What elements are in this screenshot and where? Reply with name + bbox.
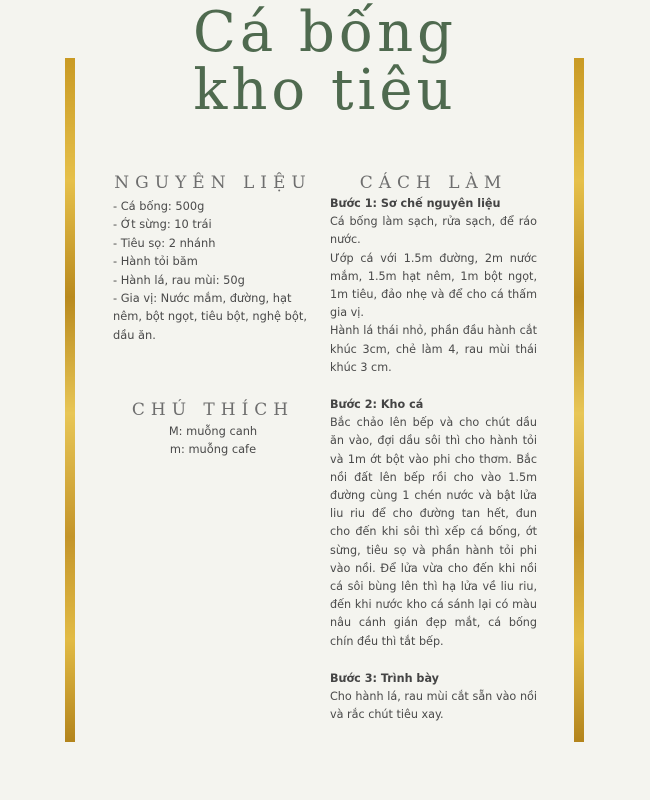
step-paragraph: Cá bống làm sạch, rửa sạch, để ráo nước.: [330, 215, 537, 247]
step-title: Bước 3: Trình bày: [330, 671, 439, 685]
notes-heading: CHÚ THÍCH: [131, 400, 295, 420]
note-line: M: muỗng canh: [168, 424, 258, 438]
ingredient-item: - Gia vị: Nước mắm, đường, hạt nêm, bột ngọt, tiêu bột, nghệ bột, dầu ăn.: [113, 291, 307, 342]
ingredient-item: - Cá bống: 500g: [113, 199, 205, 213]
gold-border-left: [65, 58, 75, 742]
ingredients-section: [113, 173, 313, 344]
method-step-3: [330, 670, 537, 725]
ingredient-item: - Hành lá, rau mùi: 50g: [113, 272, 245, 287]
recipe-title: [0, 0, 650, 123]
recipe-title-line-1: Cá bống: [192, 0, 458, 65]
step-paragraph: Ướp cá với 1.5m đường, 2m nước mắm, 1.5m hạt nêm, 1m bột ngọt, 1m tiêu, đảo nhẹ và để cho cá thấm gia vị.: [330, 251, 537, 320]
method-heading: CÁCH LÀM: [359, 173, 508, 193]
notes-section: [113, 400, 313, 458]
ingredient-item: - Hành tỏi băm: [113, 254, 198, 269]
step-title: Bước 2: Kho cá: [330, 398, 424, 412]
method-step-2: [330, 396, 537, 651]
ingredient-item: - Ớt sừng: 10 trái: [113, 217, 212, 232]
step-paragraph: Cho hành lá, rau mùi cắt sẵn vào nồi và rắc chút tiêu xay.: [330, 690, 537, 722]
ingredients-heading: NGUYÊN LIỆU: [114, 173, 312, 193]
method-section: [330, 173, 537, 724]
recipe-title-line-2: kho tiêu: [193, 58, 457, 123]
ingredient-item: - Tiêu sọ: 2 nhánh: [113, 235, 216, 250]
step-paragraph: Bắc chảo lên bếp và cho chút dầu ăn vào, đợi dầu sôi thì cho hành tỏi và 1m ớt bột vào phi cho thơm. Bắc nồi đất lên bếp rồi cho vào 1.5m đường cùng 1 chén nước và bật lửa liu riu để cho đường tan hết, đun cho đến khi sôi thì xếp cá bống, ớt sừng, tiêu sọ và phần hành tỏi phi vào nồi. Để lửa vừa cho đến khi nồi cá sôi bùng lên thì hạ lửa về liu riu, đến khi nước kho cá sánh lại có màu nâu cánh gián đẹp mắt, cá bống chín đều thì tắt bếp.: [330, 416, 537, 648]
step-title: Bước 1: Sơ chế nguyên liệu: [330, 197, 501, 210]
ingredients-list: [113, 197, 313, 344]
method-step-1: [330, 195, 537, 377]
note-line: m: muỗng cafe: [169, 442, 257, 456]
gold-border-right: [574, 58, 584, 742]
step-paragraph: Hành lá thái nhỏ, phần đầu hành cắt khúc 3cm, chẻ làm 4, rau mùi thái khúc 3 cm.: [330, 324, 537, 374]
